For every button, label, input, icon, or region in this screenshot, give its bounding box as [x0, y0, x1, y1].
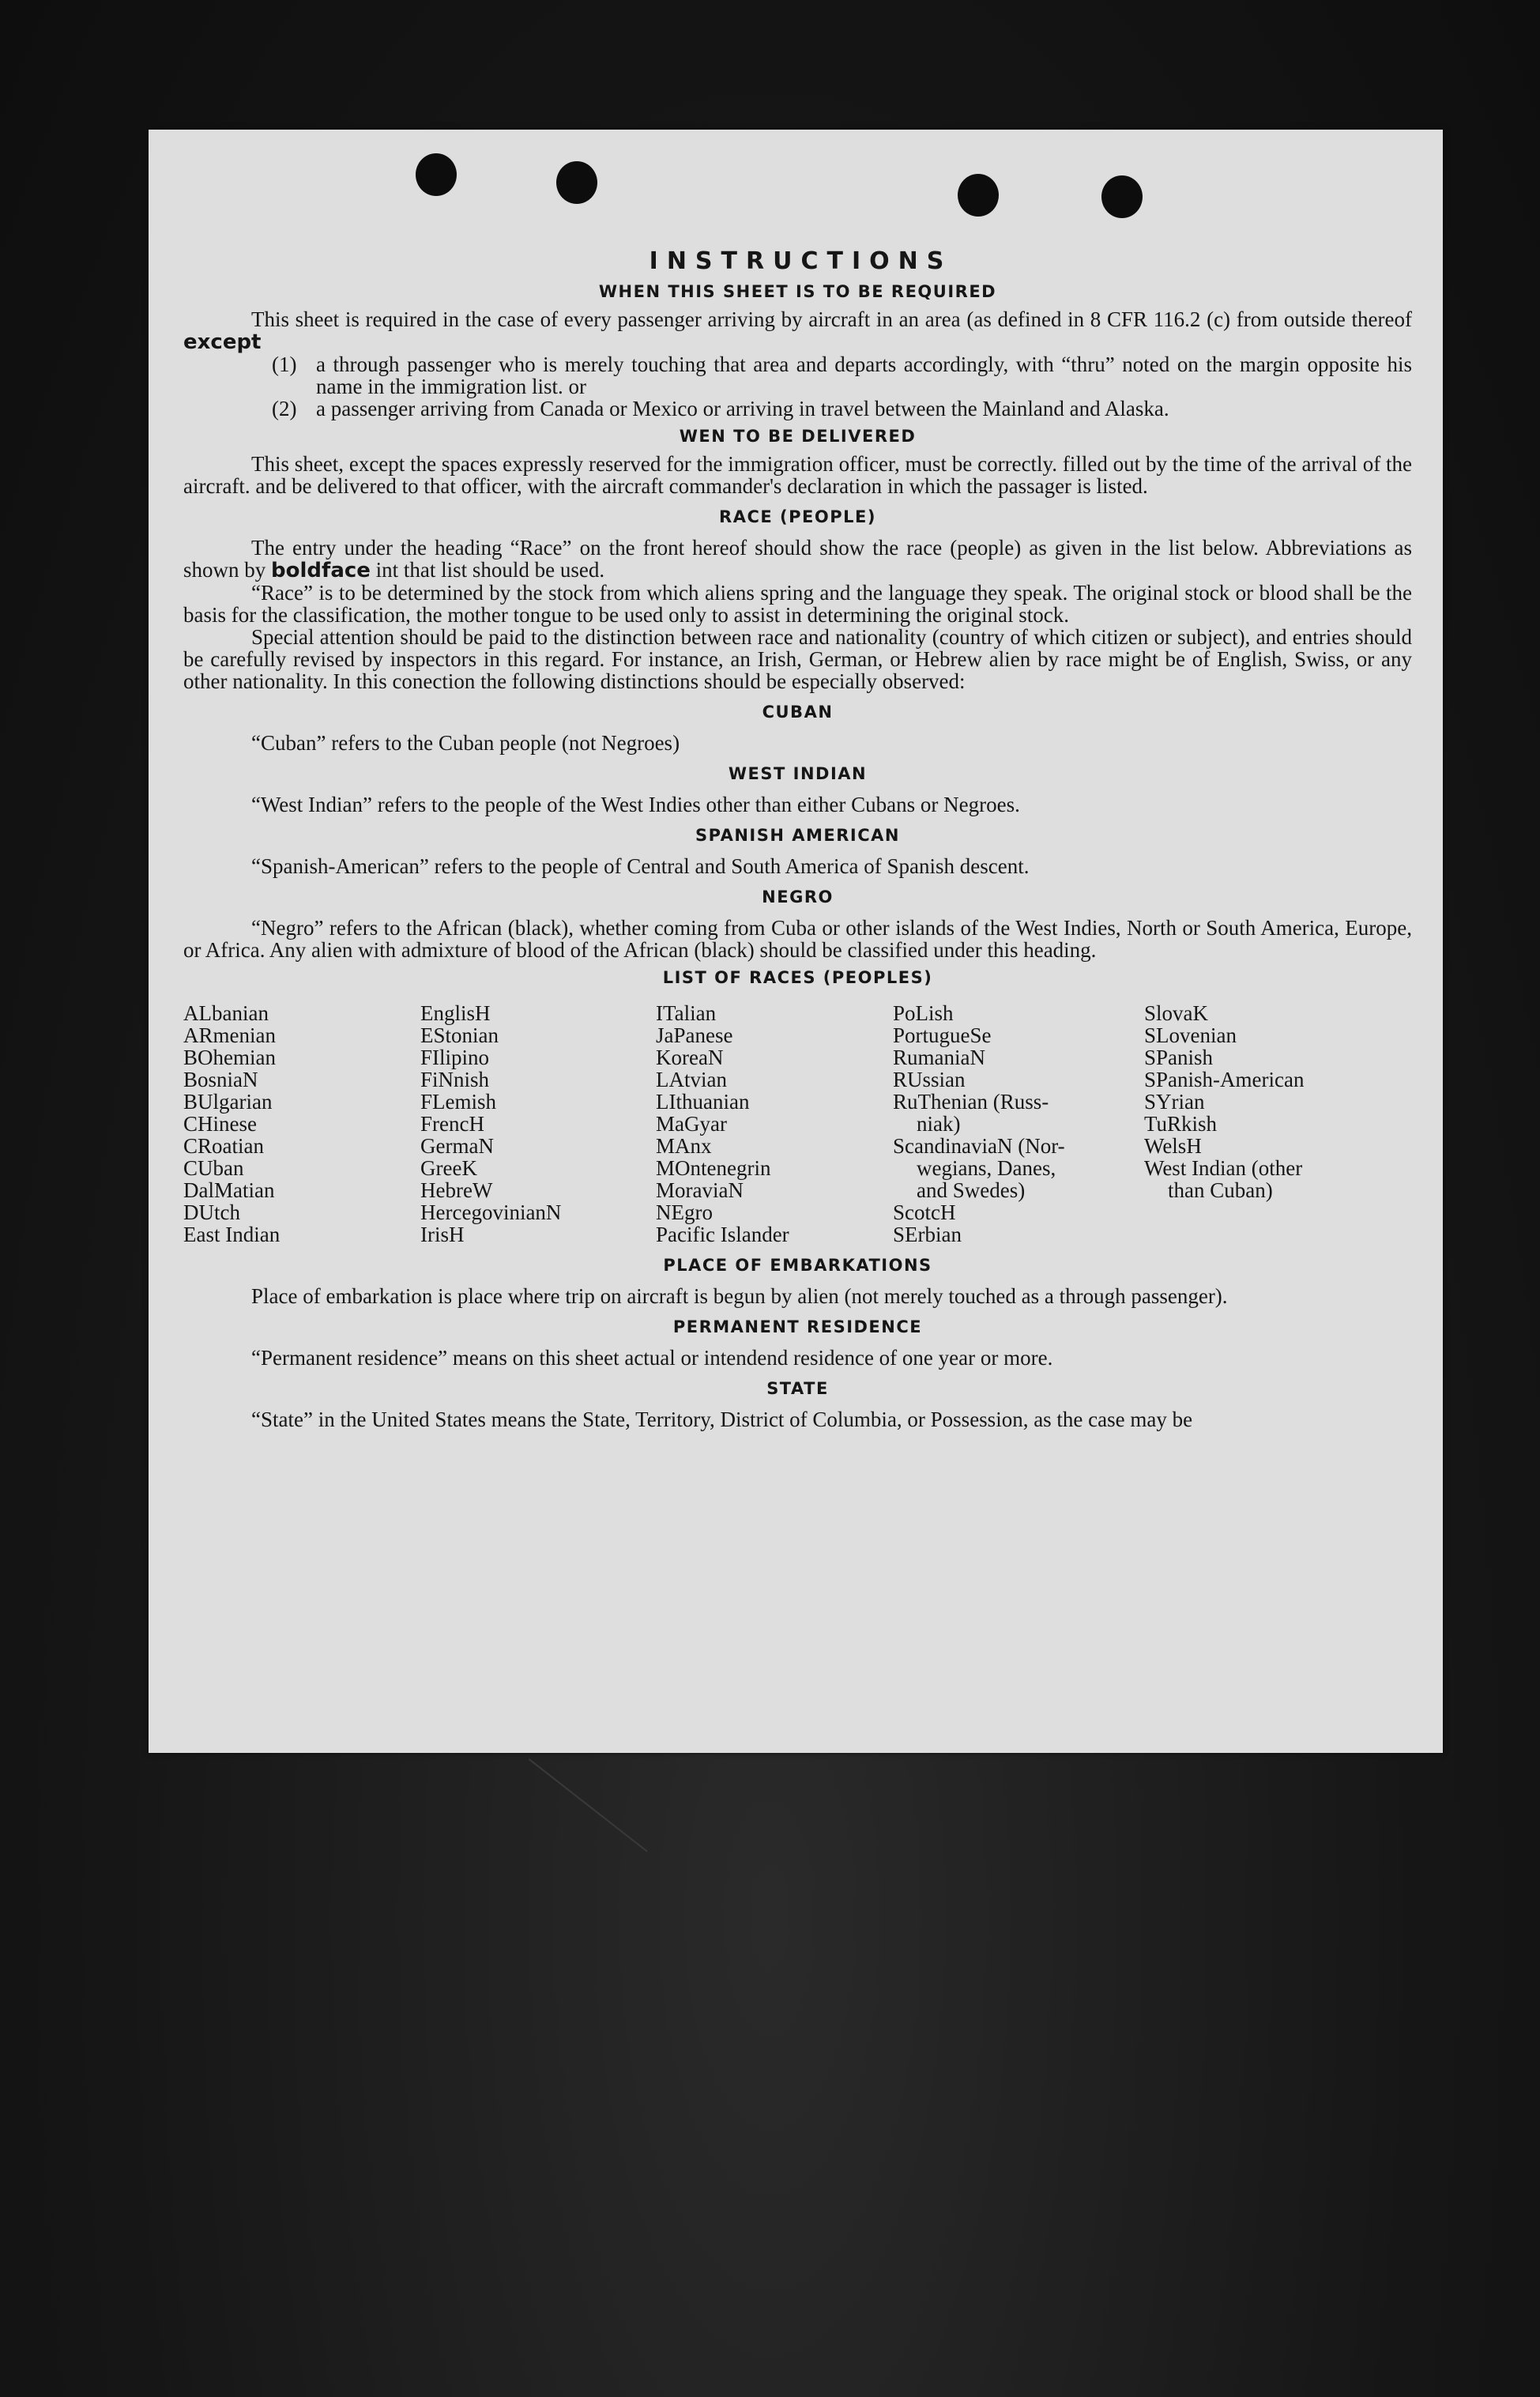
race-item: MaGyar	[656, 1112, 727, 1136]
race-item: ScandinaviaN (Nor-	[893, 1134, 1065, 1158]
races-column-4	[893, 1002, 1144, 1246]
race-item: HebreW	[420, 1178, 493, 1202]
heading-when-delivered: WEN TO BE DELIVERED	[679, 427, 917, 446]
heading-permanent-residence: PERMANENT RESIDENCE	[672, 1317, 923, 1336]
west-indian-text: “West Indian” refers to the people of the West Indies other than either Cubans or Negroes.	[251, 793, 1020, 816]
race-paragraph-2: “Race” is to be determined by the stock from which aliens spring and the language they speak. The original stock or blood shall be the basis for the classification, the mother tongue to be used only to assist in determining the original stock.	[183, 581, 1412, 627]
race-item: Pacific Islander	[656, 1223, 789, 1246]
race-item: MOntenegrin	[656, 1156, 771, 1180]
punch-hole	[416, 153, 457, 196]
race-item: BUlgarian	[183, 1090, 273, 1114]
heading-state: STATE	[766, 1379, 829, 1398]
race-item: PoLish	[893, 1001, 954, 1025]
race-item: SlovaK	[1144, 1001, 1208, 1025]
heading-west-indian: WEST INDIAN	[728, 764, 868, 783]
races-column-1	[183, 1002, 420, 1246]
race-item: SLovenian	[1144, 1023, 1237, 1047]
race-item: EnglisH	[420, 1001, 491, 1025]
race-item: LIthuanian	[656, 1090, 750, 1114]
race-item: FLemish	[420, 1090, 497, 1114]
race-item: MAnx	[656, 1134, 712, 1158]
race-item: DalMatian	[183, 1178, 275, 1202]
race-item: WelsH	[1144, 1134, 1202, 1158]
race-item: niak)	[917, 1112, 961, 1136]
heading-embarkation: PLACE OF EMBARKATIONS	[663, 1256, 932, 1275]
races-list	[183, 1002, 1412, 1246]
race-item: EStonian	[420, 1023, 499, 1047]
race-item: FrencH	[420, 1112, 484, 1136]
race-item: MoraviaN	[656, 1178, 744, 1202]
race-item: East Indian	[183, 1223, 281, 1246]
race-item: FIlipino	[420, 1046, 490, 1069]
heading-spanish-american: SPANISH AMERICAN	[695, 826, 900, 845]
heading-when-required: WHEN THIS SHEET IS TO BE REQUIRED	[598, 282, 997, 301]
negro-text: “Negro” refers to the African (black), whether coming from Cuba or other islands of the West Indies, North or South America, Europe, or Africa. Any alien with admixture of blood of the African (black) should be classified under this heading.	[183, 916, 1412, 962]
spanish-american-text: “Spanish-American” refers to the people of Central and South America of Spanish descent.	[251, 854, 1030, 878]
race-item: ScotcH	[893, 1200, 956, 1224]
punch-hole	[958, 174, 999, 217]
race-item: SPanish-American	[1144, 1068, 1305, 1091]
race-paragraph-1: The entry under the heading “Race” on the front hereof should show the race (people) as given in the list below. Abbreviations as shown by boldface int that list should be used.	[183, 536, 1412, 582]
race-item: HercegovinianN	[420, 1200, 562, 1224]
race-item: KoreaN	[656, 1046, 724, 1069]
race-item: RuThenian (Russ-	[893, 1090, 1049, 1114]
race-item: NEgro	[656, 1200, 713, 1224]
race-item: ITalian	[656, 1001, 717, 1025]
race-item: wegians, Danes,	[917, 1156, 1056, 1180]
race-paragraph-3: Special attention should be paid to the distinction between race and nationality (country of which citizen or subject), and entries should be carefully revised by inspectors in this regard. For instance, an Irish, German, or Hebrew alien by race might be of English, Swiss, or any other nationality. In this conection the following distinctions should be especially observed:	[183, 625, 1412, 693]
race-item: SErbian	[893, 1223, 962, 1246]
page-title: INSTRUCTIONS	[649, 247, 953, 275]
race-item: CHinese	[183, 1112, 257, 1136]
race-item: RumaniaN	[893, 1046, 985, 1069]
race-item: ARmenian	[183, 1023, 276, 1047]
race-item: than Cuban)	[1168, 1178, 1273, 1202]
race-item: SPanish	[1144, 1046, 1214, 1069]
except-emphasis: except	[183, 330, 262, 354]
races-column-2	[420, 1002, 656, 1246]
race-item: BosniaN	[183, 1068, 258, 1091]
instruction-sheet	[149, 130, 1443, 1753]
boldface-emphasis: boldface	[271, 559, 371, 582]
cuban-text: “Cuban” refers to the Cuban people (not Negroes)	[251, 731, 680, 755]
race-item: and Swedes)	[917, 1178, 1026, 1202]
races-column-5	[1144, 1002, 1381, 1246]
heading-list-of-races: LIST OF RACES (PEOPLES)	[662, 968, 933, 987]
race-item: ALbanian	[183, 1001, 269, 1025]
race-item: PortugueSe	[893, 1023, 992, 1047]
races-column-3	[656, 1002, 893, 1246]
race-item: TuRkish	[1144, 1112, 1218, 1136]
race-item: West Indian (other	[1144, 1156, 1303, 1180]
when-required-intro: This sheet is required in the case of every passenger arriving by aircraft in an area (as defined in 8 CFR 116.2 (c) from outside thereof except	[183, 307, 1412, 354]
race-item: BOhemian	[183, 1046, 276, 1069]
punch-hole	[556, 161, 597, 204]
heading-negro: NEGRO	[762, 888, 834, 906]
clause-1: (1) a through passenger who is merely touching that area and departs accordingly, with “thru” noted on the margin opposite his name in the immigration list. or	[272, 352, 1412, 398]
race-item: GreeK	[420, 1156, 477, 1180]
race-item: LAtvian	[656, 1068, 727, 1091]
permanent-residence-text: “Permanent residence” means on this sheet actual or intendend residence of one year or more.	[251, 1346, 1053, 1370]
race-item: JaPanese	[656, 1023, 733, 1047]
race-item: CRoatian	[183, 1134, 264, 1158]
race-item: FiNnish	[420, 1068, 490, 1091]
punch-hole	[1101, 175, 1143, 218]
sheet-content	[183, 248, 1412, 1430]
race-item: IrisH	[420, 1223, 465, 1246]
state-text: “State” in the United States means the State, Territory, District of Columbia, or Possession, as the case may be	[251, 1408, 1193, 1431]
embarkation-text: Place of embarkation is place where trip on aircraft is begun by alien (not merely touched as a through passenger).	[251, 1284, 1228, 1308]
heading-cuban: CUBAN	[762, 703, 834, 722]
race-item: DUtch	[183, 1200, 240, 1224]
race-item: RUssian	[893, 1068, 966, 1091]
when-delivered-text: This sheet, except the spaces expressly reserved for the immigration officer, must be correctly. filled out by the time of the arrival of the aircraft. and be delivered to that officer, with the aircraft commander's declaration in which the passager is listed.	[183, 452, 1412, 498]
race-item: GermaN	[420, 1134, 494, 1158]
heading-race: RACE (PEOPLE)	[719, 507, 876, 526]
race-item: CUban	[183, 1156, 244, 1180]
clause-2: (2) a passenger arriving from Canada or Mexico or arriving in travel between the Mainland and Alaska.	[272, 397, 1169, 420]
race-item: SYrian	[1144, 1090, 1205, 1114]
